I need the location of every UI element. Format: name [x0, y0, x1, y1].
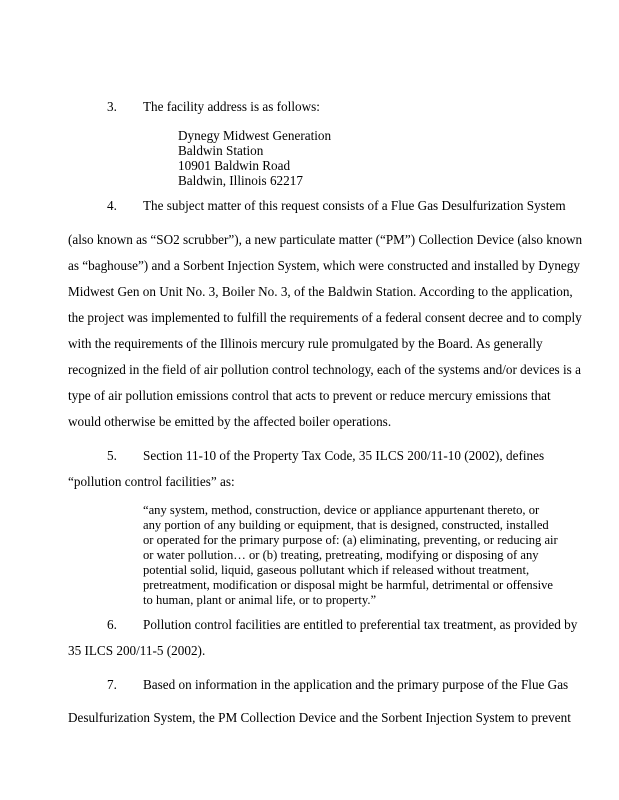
paragraph-7-line: Based on information in the application and the primary purpose of the Flue Gas	[143, 677, 569, 692]
paragraph-4-line: Midwest Gen on Unit No. 3, Boiler No. 3, of the Baldwin Station. According to the application,	[68, 284, 573, 299]
definition-quote-line: or water pollution… or (b) treating, pretreating, modifying or disposing of any	[143, 548, 539, 562]
paragraph-4-number: 4.	[107, 198, 117, 213]
paragraph-3-number: 3.	[107, 99, 117, 114]
paragraph-5-number: 5.	[107, 448, 117, 463]
paragraph-4-line: (also known as “SO2 scrubber”), a new particulate matter (“PM”) Collection Device (also known	[68, 232, 583, 247]
paragraph-6-line: Pollution control facilities are entitled to preferential tax treatment, as provided by	[143, 617, 578, 632]
paragraph-4-line: the project was implemented to fulfill the requirements of a federal consent decree and to comply	[68, 310, 582, 325]
paragraph-4-line: type of air pollution emissions control that acts to prevent or reduce mercury emissions that	[68, 388, 551, 403]
address-line-3: 10901 Baldwin Road	[178, 158, 291, 173]
paragraph-4-line: with the requirements of the Illinois mercury rule promulgated by the Board. As generally	[68, 336, 543, 351]
address-line-1: Dynegy Midwest Generation	[178, 128, 332, 143]
paragraph-6-line: 35 ILCS 200/11-5 (2002).	[68, 643, 206, 658]
definition-quote-line: potential solid, liquid, gaseous pollutant which if released without treatment,	[143, 563, 530, 577]
definition-quote-line: to human, plant or animal life, or to property.”	[143, 593, 377, 607]
address-line-2: Baldwin Station	[178, 143, 264, 158]
paragraph-3-text: The facility address is as follows:	[143, 99, 320, 114]
paragraph-5-line: Section 11-10 of the Property Tax Code, 35 ILCS 200/11-10 (2002), defines	[143, 448, 545, 463]
definition-quote-line: “any system, method, construction, device or appliance appurtenant thereto, or	[143, 503, 540, 517]
paragraph-5-line: “pollution control facilities” as:	[68, 474, 235, 489]
paragraph-4-line: as “baghouse”) and a Sorbent Injection System, which were constructed and installed by Dynegy	[68, 258, 580, 273]
paragraph-7-line: Desulfurization System, the PM Collection Device and the Sorbent Injection System to prevent	[68, 710, 571, 725]
definition-quote-line: pretreatment, modification or disposal might be harmful, detrimental or offensive	[143, 578, 553, 592]
paragraph-6-number: 6.	[107, 617, 117, 632]
paragraph-4-line: recognized in the field of air pollution control technology, each of the systems and/or devices is a	[68, 362, 581, 377]
definition-quote-line: or operated for the primary purpose of: (a) eliminating, preventing, or reducing air	[143, 533, 558, 547]
paragraph-4-line: would otherwise be emitted by the affected boiler operations.	[68, 414, 392, 429]
paragraph-4-line: The subject matter of this request consists of a Flue Gas Desulfurization System	[143, 198, 566, 213]
definition-quote-line: any portion of any building or equipment, that is designed, constructed, installed	[143, 518, 549, 532]
paragraph-7-number: 7.	[107, 677, 117, 692]
address-line-4: Baldwin, Illinois 62217	[178, 173, 303, 188]
